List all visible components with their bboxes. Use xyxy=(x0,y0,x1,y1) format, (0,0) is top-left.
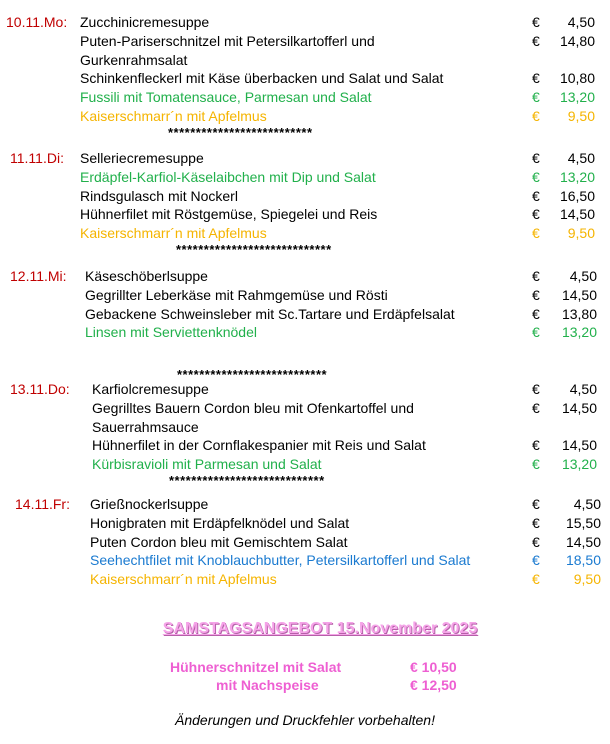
menu-item-price: 15,50 xyxy=(565,514,601,531)
menu-item-price: 14,80 xyxy=(559,32,595,49)
day-label: 10.11.Mo: xyxy=(6,14,68,30)
menu-item-price: 13,80 xyxy=(561,305,597,322)
day-label: 14.11.Fr: xyxy=(15,496,70,512)
menu-item-price: 13,20 xyxy=(559,89,595,106)
saturday-offer-dessert-label: mit Nachspeise xyxy=(216,677,319,693)
menu-item-name: Schinkenfleckerl mit Käse überbacken und Salat und Salat xyxy=(80,70,444,87)
euro-symbol: € xyxy=(532,70,540,87)
euro-symbol: € xyxy=(532,32,540,49)
separator-stars: ************************** xyxy=(168,124,313,140)
euro-symbol: € xyxy=(532,437,540,454)
menu-item-name: Zucchinicremesuppe xyxy=(80,14,210,30)
menu-item-name: Kürbisravioli mit Parmesan und Salat xyxy=(92,456,322,473)
menu-item-name: Rindsgulasch mit Nockerl xyxy=(80,187,238,204)
menu-item-name: Puten Cordon bleu mit Gemischtem Salat xyxy=(90,533,348,550)
menu-item-price: 14,50 xyxy=(561,399,597,416)
menu-item-price: 14,50 xyxy=(561,286,597,303)
menu-item-price: 4,50 xyxy=(573,496,601,512)
menu-item-price: 13,20 xyxy=(561,324,597,341)
day-label: 12.11.Mi: xyxy=(10,268,67,284)
menu-item-name: Honigbraten mit Erdäpfelknödel und Salat xyxy=(90,514,350,531)
separator-stars: *************************** xyxy=(177,367,328,383)
menu-item-name: Kaiserschmarr´n mit Apfelmus xyxy=(90,571,277,588)
menu-item-price: 13,20 xyxy=(559,168,595,185)
separator-stars: **************************** xyxy=(176,242,332,257)
day-label: 11.11.Di: xyxy=(10,150,64,166)
euro-symbol: € xyxy=(532,456,540,473)
euro-symbol: € xyxy=(532,225,540,242)
euro-symbol: € xyxy=(532,168,540,185)
day-label: 13.11.Do: xyxy=(10,381,70,397)
menu-item-name: Puten-Pariserschnitzel mit Petersilkartofferl und xyxy=(80,32,375,49)
menu-item-name: Grießnockerlsuppe xyxy=(90,496,209,512)
menu-item-price: 4,50 xyxy=(569,381,597,397)
menu-item-price: 14,50 xyxy=(559,206,595,223)
euro-symbol: € xyxy=(532,533,540,550)
menu-item-price: 16,50 xyxy=(559,187,595,204)
menu-item-name: Gegrillter Leberkäse mit Rahmgemüse und Rösti xyxy=(85,286,388,303)
euro-symbol: € xyxy=(532,14,540,30)
menu-item-price: 9,50 xyxy=(567,225,595,242)
euro-symbol: € xyxy=(532,571,540,588)
menu-item-name: Erdäpfel-Karfiol-Käselaibchen mit Dip und Salat xyxy=(80,168,376,185)
menu-item-price: 9,50 xyxy=(567,108,595,124)
menu-item-price: 14,50 xyxy=(561,437,597,454)
euro-symbol: € xyxy=(532,268,540,284)
menu-item-name: Linsen mit Serviettenknödel xyxy=(85,324,257,341)
euro-symbol: € xyxy=(532,89,540,106)
disclaimer-footer: Änderungen und Druckfehler vorbehalten! xyxy=(175,712,435,728)
menu-item-price: 4,50 xyxy=(567,150,595,166)
menu-item-name: Hühnerfilet in der Cornflakespanier mit Reis und Salat xyxy=(92,437,426,454)
menu-item-name: Selleriecremesuppe xyxy=(80,150,204,166)
euro-symbol: € xyxy=(532,496,540,512)
euro-symbol: € xyxy=(532,206,540,223)
menu-item-name: Kaiserschmarr´n mit Apfelmus xyxy=(80,108,267,124)
saturday-offer-dessert-price: € 12,50 xyxy=(410,677,457,693)
menu-item-price: 4,50 xyxy=(569,268,597,284)
saturday-offer-item-price: € 10,50 xyxy=(410,659,457,675)
menu-item-price: 9,50 xyxy=(573,571,601,588)
euro-symbol: € xyxy=(532,286,540,303)
euro-symbol: € xyxy=(532,108,540,124)
menu-item-price: 14,50 xyxy=(565,533,601,550)
euro-symbol: € xyxy=(532,399,540,416)
menu-item-name: Gegrilltes Bauern Cordon bleu mit Ofenkartoffel und xyxy=(92,399,414,416)
euro-symbol: € xyxy=(532,381,540,397)
euro-symbol: € xyxy=(532,305,540,322)
saturday-offer-title: SAMSTAGSANGEBOT 15.November 2025 xyxy=(162,620,478,637)
euro-symbol: € xyxy=(532,150,540,166)
menu-item-name: Kaiserschmarr´n mit Apfelmus xyxy=(80,225,267,242)
menu-item-name: Fussili mit Tomatensauce, Parmesan und Salat xyxy=(80,89,372,106)
separator-stars: **************************** xyxy=(169,473,325,488)
menu-item-price: 18,50 xyxy=(565,552,601,569)
menu-item-name: Hühnerfilet mit Röstgemüse, Spiegelei und Reis xyxy=(80,206,378,223)
euro-symbol: € xyxy=(532,552,540,569)
menu-item-price: 13,20 xyxy=(561,456,597,473)
euro-symbol: € xyxy=(532,514,540,531)
menu-item-price: 4,50 xyxy=(567,14,595,30)
menu-item-name: Seehechtfilet mit Knoblauchbutter, Petersilkartofferl und Salat xyxy=(90,552,471,569)
menu-item-name: Karfiolcremesuppe xyxy=(92,381,209,397)
menu-item-name-continued: Sauerrahmsauce xyxy=(92,418,199,435)
menu-item-price: 10,80 xyxy=(559,70,595,87)
menu-item-name-continued: Gurkenrahmsalat xyxy=(80,51,188,68)
euro-symbol: € xyxy=(532,187,540,204)
menu-item-name: Käseschöberlsuppe xyxy=(85,268,208,284)
euro-symbol: € xyxy=(532,324,540,341)
saturday-offer-item-label: Hühnerschnitzel mit Salat xyxy=(170,659,342,675)
menu-item-name: Gebackene Schweinsleber mit Sc.Tartare und Erdäpfelsalat xyxy=(85,305,455,322)
